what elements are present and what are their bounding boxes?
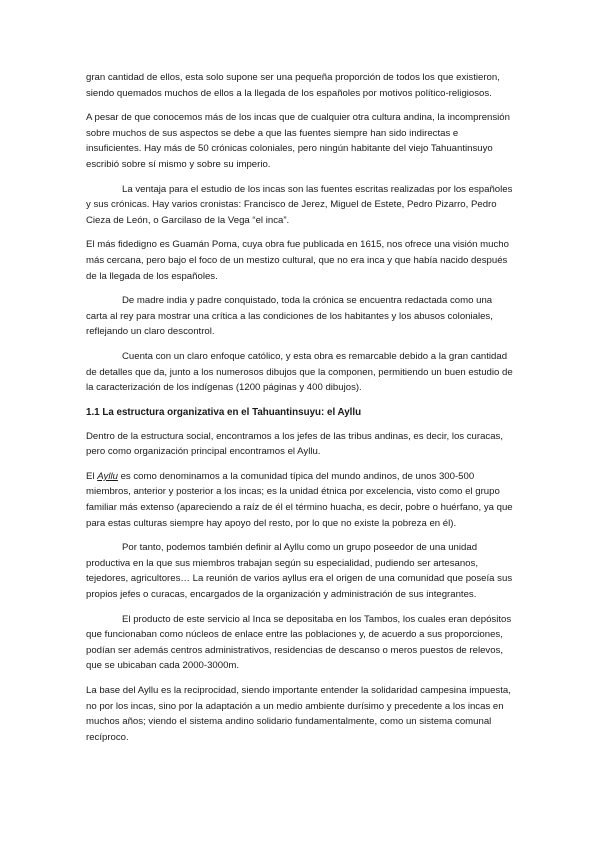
paragraph-chronicle-letter: De madre india y padre conquistado, toda la crónica se encuentra redactada como una carta al rey para mostrar una crítica a las condiciones de los habitantes y los abusos coloniales, reflejando un claro descontrol. — [86, 295, 493, 338]
paragraph-tambos: El producto de este servicio al Inca se depositaba en los Tambos, los cuales eran depósitos que funcionaban como núcleos de enlace entre las poblaciones y, de acuerdo a sus proporciones, podían ser además centros administrativos, residencias de descanso o meros puestos de relevos, que se ubicaban cada 2000-3000m. — [86, 613, 512, 672]
ayllu-term: Ayllu — [97, 470, 118, 482]
ayllu-prefix: El — [86, 470, 98, 482]
paragraph-lost-codices: gran cantidad de ellos, esta solo supone ser una pequeña proporción de todos los que existieron, siendo quemados muchos de ellos a la llegada de los españoles por motivos político-religiosos. — [86, 72, 500, 99]
paragraph-spanish-chroniclers: La ventaja para el estudio de los incas son las fuentes escritas realizadas por los españoles y sus crónicas. Hay varios cronistas: Francisco de Jerez, Miguel de Estete, Pedro Pizarro, Pedro Cieza de León, o Garcilaso de la Vega “el inca”. — [86, 183, 513, 226]
ayllu-definition-text: es como denominamos a la comunidad típica del mundo andinos, de unos 300-500 miembros, anterior y posterior a los incas; es la unidad étnica por excelencia, visto como el grupo familiar más extenso (apareciendo a raíz de él el término huacha, es decir, pobre o huérfano, ya que para estas culturas siempre hay apoyo del resto, por lo que no existe la pobreza en él). — [86, 470, 513, 529]
section-heading: 1.1 La estructura organizativa en el Tahuantinsuyu: el Ayllu — [86, 406, 362, 418]
paragraph-catholic-focus: Cuenta con un claro enfoque católico, y esta obra es remarcable debido a la gran cantidad de detalles que da, junto a los numerosos dibujos que la componen, permitiendo un buen estudio de la caracterización de los indígenas (1200 páginas y 400 dibujos). — [86, 350, 513, 394]
paragraph-ayllu-definition — [86, 469, 516, 531]
paragraph-indirect-sources: A pesar de que conocemos más de los incas que de cualquier otra cultura andina, la incomprensión sobre muchos de sus aspectos se debe a que las fuentes siempre han sido indirectas e insuficientes. Hay más de 50 crónicas coloniales, pero ningún habitante del viejo Tahuantinsuyo escribió sobre sí mismo y sobre su imperio. — [86, 112, 510, 170]
paragraph-reciprocity: La base del Ayllu es la reciprocidad, siendo importante entender la solidaridad campesina impuesta, no por los incas, sino por la adaptación a un medio ambiente durísimo y precedente a los incas en muchos años; viendo el sistema andino solidario fundamentalmente, como un sistema comunal recíproco. — [86, 685, 511, 743]
paragraph-guaman-poma: El más fidedigno es Guamán Poma, cuya obra fue publicada en 1615, nos ofrece una visión mucho más cercana, pero bajo el foco de un mestizo cultural, que no era inca y que había nacido después de la llegada de los españoles. — [86, 239, 509, 282]
paragraph-productive-unit: Por tanto, podemos también definir al Ayllu como un grupo poseedor de una unidad productiva en la que sus miembros trabajan según su especialidad, pudiendo ser artesanos, tejedores, agricultores… La reunión de varios ayllus era el origen de una comunidad que poseía sus propios jefes o curacas, encargados de la organización y administración de sus integrantes. — [86, 542, 513, 601]
paragraph-social-structure: Dentro de la estructura social, encontramos a los jefes de las tribus andinas, es decir, los curacas, pero como organización principal encontramos el Ayllu. — [86, 430, 504, 458]
